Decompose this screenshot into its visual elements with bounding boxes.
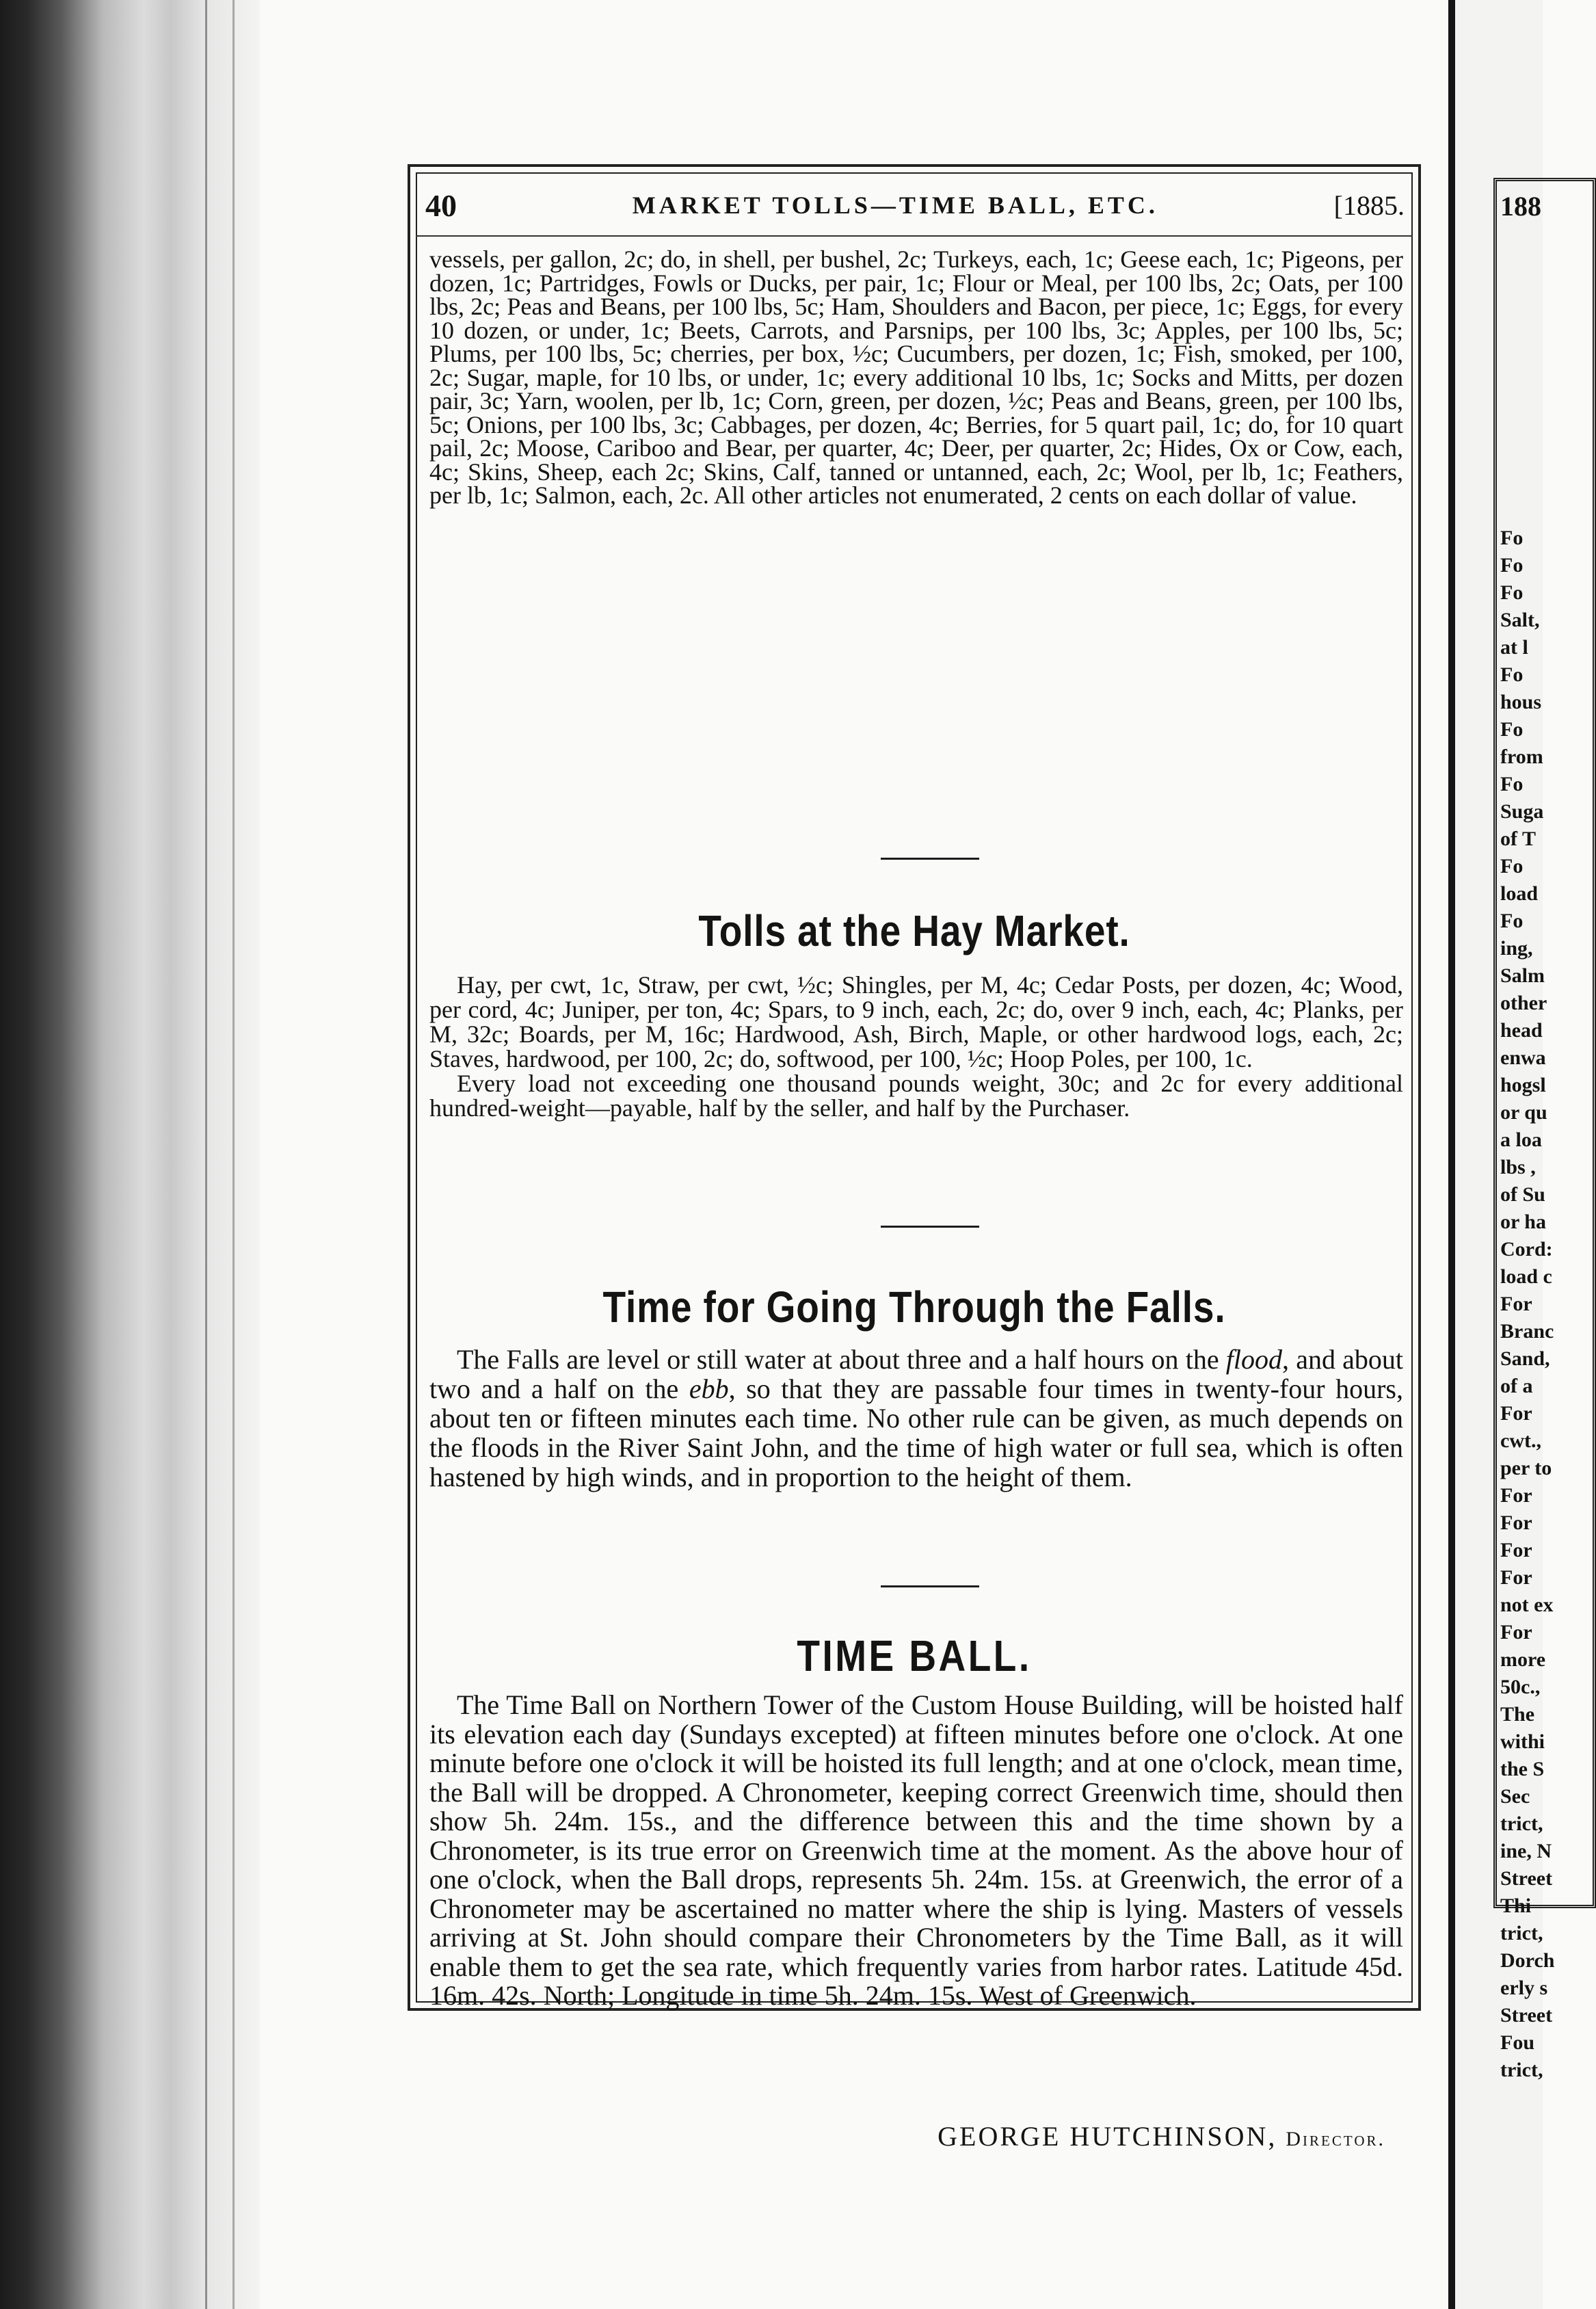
hay-market-title: Tolls at the Hay Market. <box>698 906 1130 955</box>
adjacent-page-fragment: For <box>1500 1402 1532 1425</box>
falls-ebb-word: ebb <box>689 1373 729 1404</box>
adjacent-page-fragment: Branc <box>1500 1320 1554 1343</box>
adjacent-page-fragment: of Su <box>1500 1183 1545 1206</box>
adjacent-page-fragment: Salm <box>1500 964 1545 987</box>
adjacent-page-fragment: For <box>1500 1484 1532 1507</box>
book-binding-edge <box>0 0 260 2309</box>
adjacent-page-fragment: For <box>1500 1621 1532 1644</box>
signature-name: GEORGE HUTCHINSON, <box>937 2121 1277 2152</box>
adjacent-page-fragment: Street <box>1500 2004 1553 2027</box>
binding-crease <box>205 0 207 2309</box>
signature-title: Director. <box>1286 2128 1385 2150</box>
adjacent-page-fragment: Fo <box>1500 554 1524 577</box>
section-divider <box>881 1226 979 1228</box>
adjacent-page-fragment: Fo <box>1500 527 1524 549</box>
page-frame <box>408 164 1421 2152</box>
page-number: 40 <box>425 187 457 223</box>
falls-text-part: , so that they are passable four times in twenty-four hours, about ten or fifteen minutes each time. No other rule can be given, as much depends on the floods in the River Saint John, and the time of high water or full sea, which is often hastened by high winds, and in proportion to the height of them. <box>429 1373 1403 1492</box>
adjacent-page-fragment: load <box>1500 882 1539 905</box>
running-head: MARKET TOLLS—TIME BALL, ETC. <box>632 192 1158 219</box>
adjacent-page-fragment: Fo <box>1500 581 1524 604</box>
adjacent-page-fragment: a loa <box>1500 1129 1542 1151</box>
adjacent-page-fragment: The <box>1500 1703 1535 1726</box>
falls-text-part: The Falls are level or still water at about three and a half hours on the <box>457 1344 1226 1375</box>
adjacent-page-fragment: Sec <box>1500 1785 1530 1808</box>
adjacent-page-fragment: Thi <box>1500 1895 1532 1917</box>
falls-text-part: , and about two and a half on the <box>429 1344 1404 1404</box>
adjacent-page-fragment: Sand, <box>1500 1347 1550 1370</box>
adjacent-page <box>1448 0 1555 2309</box>
adjacent-page-fragment: of a <box>1500 1375 1533 1397</box>
page-header <box>425 185 1405 226</box>
adjacent-page-fragment: other <box>1500 992 1547 1014</box>
adjacent-page-fragment: trict, <box>1500 1812 1543 1835</box>
adjacent-page-fragment: Fo <box>1500 910 1524 932</box>
adjacent-page-fragment: trict, <box>1500 2059 1543 2081</box>
signature <box>937 2120 1385 2152</box>
adjacent-page-fragment: of T <box>1500 828 1536 850</box>
adjacent-page-fragment: trict, <box>1500 1922 1543 1944</box>
adjacent-page-fragment: more <box>1500 1648 1546 1671</box>
adjacent-page-fragment: hous <box>1500 691 1542 713</box>
adjacent-page-fragment: from <box>1500 746 1543 768</box>
time-ball-text: The Time Ball on Northern Tower of the Custom House Building, will be hoisted half its elevation each day (Sundays excepted) at fifteen minutes before one o'clock. At one minute before one o'clock it will be hoisted its full length; and at one o'clock, mean time, the Ball will be dropped. A Chronometer, keeping correct Greenwich time, should then show 5h. 24m. 15s., and the difference between this and the time shown by a Chronometer, is its true error on Greenwich time at the moment. As the above hour of one o'clock, when the Ball drops, represents 5h. 24m. 15s. at Greenwich, the error of a Chronometer may be ascertained no matter where the ship is lying. Masters of vessels arriving at St. John should compare their Chronometers by the Time Ball, as it will enable them to get the sea rate, which frequently varies from harbor rates. Latitude 45d. 16m. 42s. North; Longitude in time 5h. 24m. 15s. West of Greenwich. <box>429 1689 1403 2011</box>
adjacent-page-fragment: For <box>1500 1293 1532 1315</box>
adjacent-page-fragment: For <box>1500 1512 1532 1534</box>
adjacent-page-fragment: not ex <box>1500 1594 1554 1616</box>
adjacent-page-fragment: or ha <box>1500 1211 1546 1233</box>
adjacent-page-fragment: cwt., <box>1500 1429 1541 1452</box>
hay-market-section <box>429 973 1403 1120</box>
adjacent-page-fragment: per to <box>1500 1457 1552 1479</box>
adjacent-page-fragment: load c <box>1500 1265 1552 1288</box>
adjacent-page-fragment: lbs , <box>1500 1156 1536 1178</box>
falls-title: Time for Going Through the Falls. <box>602 1282 1226 1332</box>
falls-text <box>429 1345 1403 1492</box>
market-tolls-section <box>429 248 1403 507</box>
adjacent-page-fragment: Fo <box>1500 718 1524 741</box>
adjacent-page-fragment: head <box>1500 1019 1543 1042</box>
adjacent-page-fragment: withi <box>1500 1730 1545 1753</box>
adjacent-page-fragment: For <box>1500 1539 1532 1561</box>
binding-crease <box>232 0 235 2309</box>
adjacent-page-fragment: ine, N <box>1500 1840 1552 1862</box>
adjacent-page-fragment: Salt, <box>1500 609 1540 631</box>
adjacent-page-fragment: 50c., <box>1500 1676 1541 1698</box>
adjacent-page-fragment: 188 <box>1500 191 1541 222</box>
time-ball-section <box>429 1691 1403 2011</box>
adjacent-page-fragment: or qu <box>1500 1101 1547 1124</box>
adjacent-page-fragment: enwa <box>1500 1046 1546 1069</box>
market-tolls-text: vessels, per gallon, 2c; do, in shell, per bushel, 2c; Turkeys, each, 1c; Geese each, 1c; Pigeons, per dozen, 1c; Partridges, Fowls or Ducks, per pair, 1c; Flour or Meal, per 100 lbs, 2c; Oats, per 100 lbs, 2c; Peas and Beans, per 100 lbs, 5c; Ham, Shoulders and Bacon, per piece, 1c; Eggs, for every 10 dozen, or under, 1c; Beets, Carrots, and Parsnips, per 100 lbs, 3c; Apples, per 100 lbs, 5c; Plums, per 100 lbs, 5c; cherries, per box, ½c; Cucumbers, per dozen, 1c; Fish, smoked, per 100, 2c; Sugar, maple, for 10 lbs, or under, 1c; every additional 10 lbs, 1c; Socks and Mitts, per dozen pair, 3c; Yarn, woolen, per lb, 1c; Corn, green, per dozen, ½c; Peas and Beans, green, per 100 lbs, 5c; Onions, per 100 lbs, 3c; Cabbages, per dozen, 4c; Berries, for 5 quart pail, 1c; do, for 10 quart pail, 2c; Moose, Cariboo and Bear, per quarter, 4c; Deer, per quarter, 2c; Hides, Ox or Cow, each, 4c; Skins, Sheep, each 2c; Skins, Calf, tanned or untanned, each, 2c; Wool, per lb, 1c; Feathers, per lb, 1c; Salmon, each, 2c. All other articles not enumerated, 2 cents on each dollar of value. <box>429 246 1403 509</box>
adjacent-page-fragment: Dorch <box>1500 1949 1555 1972</box>
adjacent-page-fragment: Fo <box>1500 773 1524 795</box>
adjacent-page-fragment: hogsl <box>1500 1074 1546 1096</box>
section-divider <box>881 858 979 860</box>
adjacent-page-fragment: erly s <box>1500 1977 1548 1999</box>
adjacent-page-fragment: the S <box>1500 1758 1545 1780</box>
adjacent-page-fragment: For <box>1500 1566 1532 1589</box>
adjacent-page-fragment: Street <box>1500 1867 1553 1890</box>
header-year: [1885. <box>1333 189 1405 221</box>
adjacent-page-fragment: ing, <box>1500 937 1533 960</box>
adjacent-page-fragment: Fo <box>1500 855 1524 878</box>
time-ball-title: TIME BALL. <box>797 1631 1032 1680</box>
header-rule <box>416 235 1413 237</box>
section-divider <box>881 1585 979 1587</box>
falls-section <box>429 1345 1403 1492</box>
adjacent-page-fragment: Fou <box>1500 2031 1535 2054</box>
adjacent-page-fragment: Cord: <box>1500 1238 1553 1261</box>
adjacent-page-fragment: at l <box>1500 636 1528 659</box>
adjacent-page-fragment: Suga <box>1500 800 1544 823</box>
hay-market-load-rule: Every load not exceeding one thousand pounds weight, 30c; and 2c for every additional hundred-weight—payable, half by the seller, and half by the Purchaser. <box>429 1070 1403 1122</box>
adjacent-page-fragment: Fo <box>1500 663 1524 686</box>
falls-flood-word: flood <box>1225 1344 1283 1375</box>
hay-market-rates: Hay, per cwt, 1c, Straw, per cwt, ½c; Shingles, per M, 4c; Cedar Posts, per dozen, 4c; Wood, per cord, 4c; Juniper, per ton, 4c; Spars, to 9 inch, each, 2c; do, over 9 inch, each, 4c; Planks, per M, 32c; Boards, per M, 16c; Hardwood, Ash, Birch, Maple, or other hardwood logs, each, 2c; Staves, hardwood, per 100, 2c; do, softwood, per 100, ½c; Hoop Poles, per 100, 1c. <box>429 971 1403 1072</box>
